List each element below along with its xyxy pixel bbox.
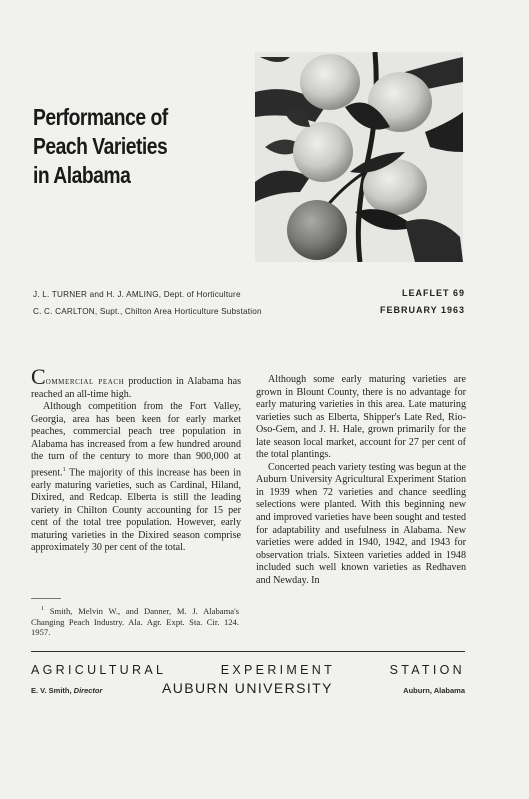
paragraph-testing: Concerted peach variety testing was begun at the Auburn University Agricultural Experiment Station in 1939 when 72 varieties and chance seedling selections were planted. With this beginning new and improved varieties have been sought and tested for adaptability and usefulness in Alabama. New varieties were added in 1940, 1942, and 1943 for observation trials. Sixteen varieties added in 1948 included such well known varieties as Redhaven and Newday. In (256, 461, 466, 586)
director-title: Director (73, 686, 103, 695)
footnote-divider (31, 598, 61, 599)
footer-rule (31, 651, 465, 652)
body-column-right (256, 374, 466, 587)
footnote-text: Smith, Melvin W., and Danner, M. J. Alabama's Changing Peach Industry. Ala. Agr. Expt. Sta. Cir. 124. 1957. (31, 605, 239, 638)
footer-word-agricultural: AGRICULTURAL (31, 663, 167, 677)
title-line-1: Performance of (33, 104, 168, 130)
paragraph-competition (31, 401, 241, 555)
competition-text: Although competition from the Fort Valley, Georgia, area has been keen for early market peaches, commercial peach tree population in Alabama has increased from a few hundred around the turn of the century to more than 900,000 at present. (31, 401, 241, 479)
lead-in-smallcaps: ommercial peach (45, 376, 125, 387)
footer-university: AUBURN UNIVERSITY (162, 680, 333, 696)
footnote (31, 604, 239, 638)
drop-cap: C (31, 364, 46, 389)
leaflet-date: FEBRUARY 1963 (379, 305, 465, 315)
peach-branch-photo (255, 52, 463, 262)
footer-word-station: STATION (389, 663, 465, 677)
footnote-ref: 1 (62, 466, 66, 473)
footer-word-experiment: EXPERIMENT (220, 663, 336, 677)
paragraph-blount: Although some early maturing varieties are grown in Blount County, there is no advantage for early maturing varieties in this area. Late maturing varieties such as Elberta, Shipper's Late Red, Rio-Oso-Gem, and J. H. Hale, grown primarily for the late season local market, account for 27 per cent of the total plantings. (256, 374, 466, 461)
footnote-number: 1 (41, 606, 44, 612)
footer-director (31, 686, 102, 695)
page-title (33, 103, 201, 190)
author-line-2: C. C. CARLTON, Supt., Chilton Area Horticulture Substation (33, 307, 262, 316)
director-name: E. V. Smith, (31, 686, 72, 695)
body-column-left (31, 364, 241, 555)
footer-station (31, 663, 465, 677)
footer-location: Auburn, Alabama (403, 686, 465, 695)
competition-text-cont: The majority of this increase has been in early maturing varieties, such as Cardinal, Hiland, Dixired, and Redcap. Elberta is still the leading variety in Chilton County accounting for 15 per cent of the total tree population. However, early maturing varieties in the Dixired season comprise approximately 30 per cent of the total. (31, 467, 241, 554)
intro-text: production in Alabama has reached an all-time high. (31, 376, 241, 400)
paragraph-intro (31, 364, 241, 401)
author-block (33, 286, 262, 320)
author-line-1: J. L. TURNER and H. J. AMLING, Dept. of Horticulture (33, 290, 241, 299)
title-line-2: Peach Varieties (33, 133, 168, 159)
leaflet-info (380, 285, 465, 319)
leaflet-number: LEAFLET 69 (401, 288, 465, 298)
title-line-3: in Alabama (33, 162, 131, 188)
